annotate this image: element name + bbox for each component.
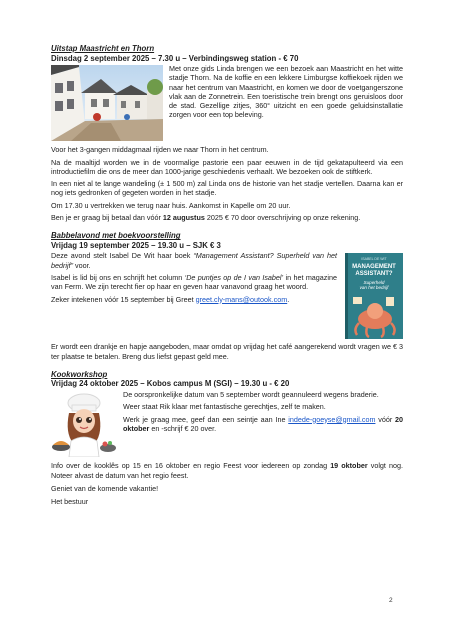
paragraph: Na de maaltijd worden we in de voormalige pastorie een paar eeuwen in de tijd gekatapulteerd via een introductiefilm die ons de meer dan 1000-jarige geschiedenis verhaalt. We bezoeken ook de stiftkerk. (51, 157, 403, 176)
paragraph: Er wordt een drankje en hapje aangeboden, maar omdat op vrijdag het café aangerekend wordt vragen we € 3 ter plaatse te betalen. Breng dus liefst gepast geld mee. (51, 342, 403, 361)
village-photo (51, 65, 163, 143)
paragraph: Voor het 3-gangen middagmaal rijden we naar Thorn in het centrum. (51, 145, 269, 155)
signature: Het bestuur (51, 497, 89, 507)
paragraph: De oorspronkelijke datum van 5 september wordt geannuleerd wegens braderie. (123, 389, 379, 399)
paragraph: Geniet van de komende vakantie! (51, 483, 159, 493)
page-content (51, 44, 403, 509)
text: en -schrijf € 20 over. (149, 423, 217, 433)
section-kookworkshop (51, 370, 403, 506)
chef-girl-illustration (51, 391, 117, 459)
page-number: 2 (389, 597, 393, 604)
text: vóór (375, 414, 395, 424)
date-highlight: 19 oktober (330, 461, 368, 471)
text: voor. (72, 260, 91, 270)
text: . (287, 294, 290, 304)
book-subtitle-2: van het bedrijf (359, 285, 389, 291)
text: Info over de kooklês op 15 en 16 oktober en regio Feest voor iedereen op zondag (51, 461, 331, 471)
text: in het magazine van Ferm. We zijn terecht fier op haar en geven haar vanavond graag het woord. (51, 272, 337, 292)
text: Deze avond stelt Isabel De Wit haar boek (51, 251, 194, 261)
text: Isabel is lid bij ons en schrijft het column (51, 272, 185, 282)
text: Werk je graag mee, geef dan een seintje aan Ine (123, 414, 289, 424)
section-subtitle: Dinsdag 2 september 2025 – 7.30 u – Verbindingsweg station - € 70 (51, 53, 299, 63)
paragraph: Om 17.30 u vertrekken we terug naar huis. Aankomst in Kapelle om 20 uur. (51, 200, 291, 210)
section-title: Uitstap Maastricht en Thorn (51, 44, 155, 53)
section-subtitle: Vrijdag 19 september 2025 – 19.30 u – SJK € 3 (51, 240, 221, 250)
paragraph: Met onze gids Linda brengen we een bezoek aan Maastricht en het witte stadje Thorn. Na de koffie en een lekkere Limburgse koffiekoek rijden we naar het centrum van Maastricht, en komen we door de voetgangerszone vlak aan de Zonnetrein. Een toeristische trein brengt ons geruisloos door de stad. Gezellige zitjes, 360° uitzicht en een goede geluidsinstallatie zorgen voor een top beleving. (169, 64, 403, 120)
book-subtitle-1: Superheld (363, 280, 385, 286)
deadline: 12 augustus (162, 213, 205, 223)
column-name: ‘De puntjes op de I van Isabel’ (184, 272, 284, 282)
book-title-1: MANAGEMENT (352, 264, 396, 271)
text: Zeker intekenen vóór 15 september bij Greet (51, 294, 196, 304)
text: Ben je er graag bij betaal dan vóór (51, 213, 163, 223)
section-maastricht (51, 44, 403, 222)
paragraph: Weer staat Rik klaar met fantastische gerechtjes, zelf te maken. (123, 402, 326, 412)
text: 2025 € 70 door overschrijving op onze rekening. (204, 213, 361, 223)
section-babbelavond (51, 231, 403, 361)
book-cover (345, 253, 403, 339)
section-title: Kookworkshop (51, 369, 108, 379)
book-name: “Management Assistant? Superheld van het bedrijf” (51, 251, 337, 270)
book-author: ISABEL DE WIT (361, 257, 387, 262)
text: volgt nog. Noteer alvast de datum van het regio feest. (51, 461, 403, 480)
paragraph (51, 213, 403, 222)
section-title: Babbelavond met boekvoorstelling (51, 231, 181, 241)
paragraph (51, 461, 403, 480)
deadline: 20 oktober (123, 414, 403, 433)
email-link-greet[interactable]: greet.cly-mans@outook.com (195, 294, 288, 304)
book-title-2: ASSISTANT? (355, 271, 393, 278)
section-subtitle: Vrijdag 24 oktober 2025 – Kobos campus M (SGI) – 19.30 u - € 20 (51, 379, 290, 389)
email-link-ine[interactable]: indede-goeyse@gmail.com (288, 414, 376, 424)
paragraph: In een niet al te lange wandeling (± 1 500 m) zal Linda ons de historie van het stadje vertellen. Daarna kan er nog iets gedronken of gegeten worden in het stadje. (51, 179, 403, 198)
